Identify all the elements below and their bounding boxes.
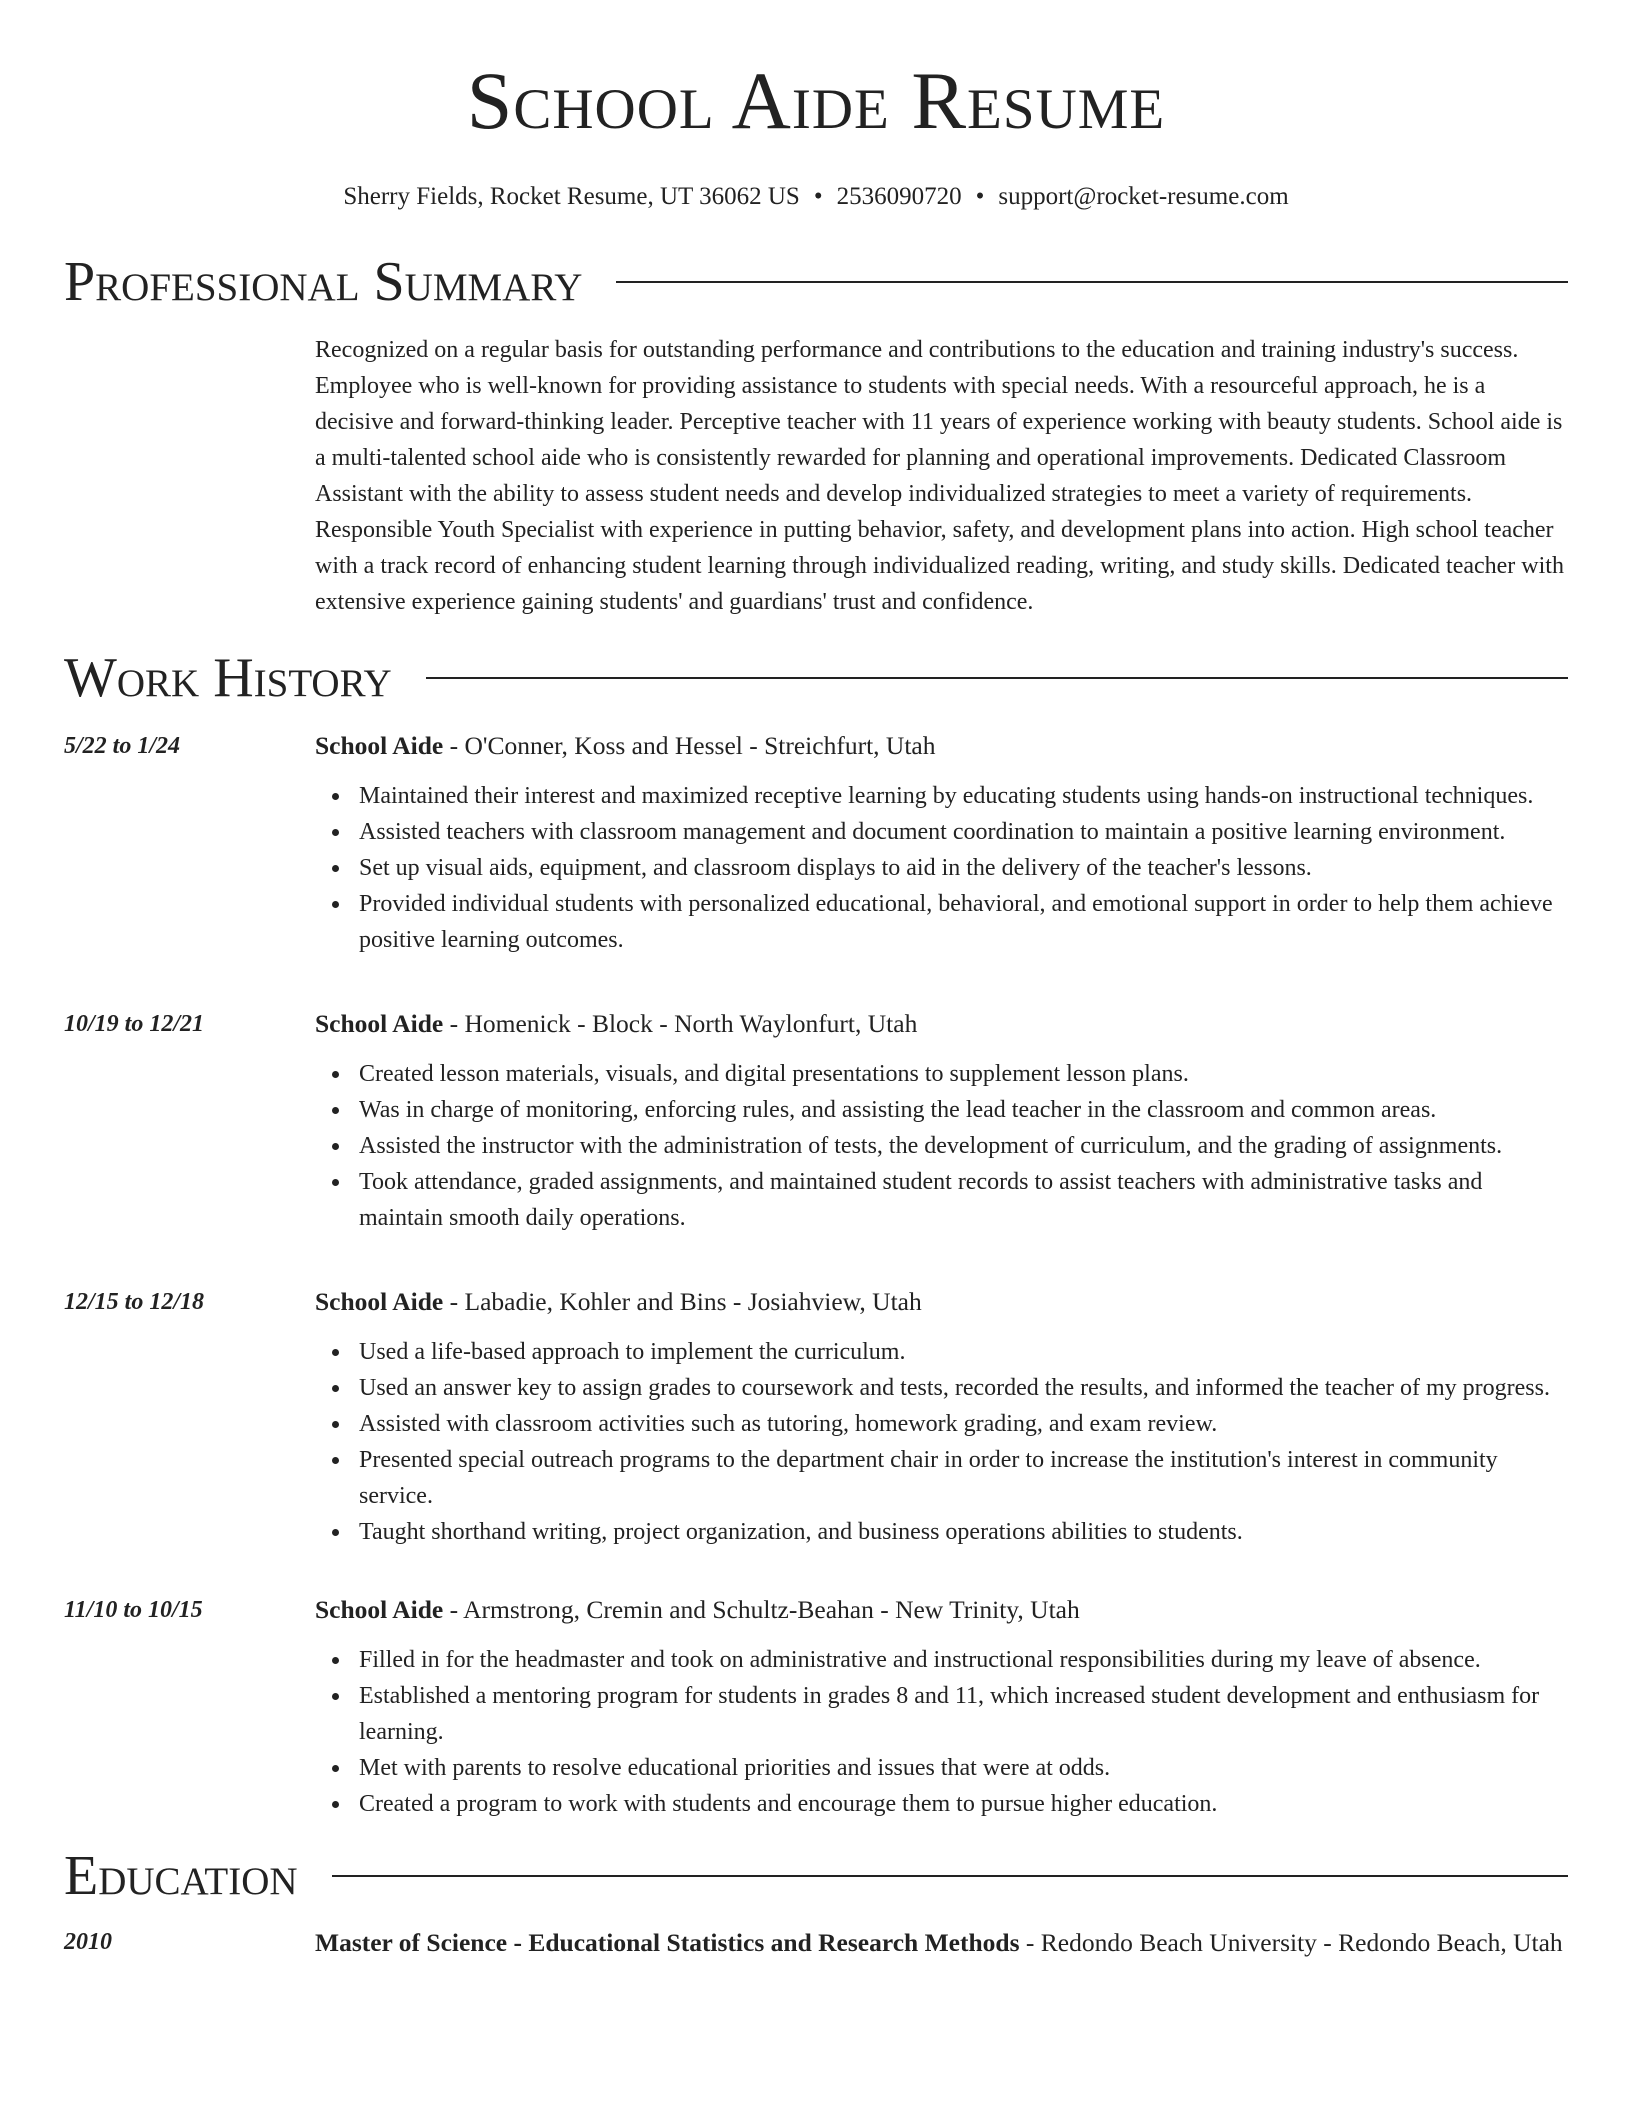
job-bullet: Created lesson materials, visuals, and digital presentations to supplement lesson plans. <box>359 1056 1568 1092</box>
job-employer-location: - Homenick - Block - North Waylonfurt, Utah <box>443 1009 918 1038</box>
job-dates: 12/15 to 12/18 <box>64 1289 205 1315</box>
job-title-line <box>315 1006 1568 1042</box>
job-entry <box>64 1284 1568 1550</box>
education-school-location: - Redondo Beach University - Redondo Beach, Utah <box>1019 1928 1563 1957</box>
job-bullet: Filled in for the headmaster and took on administrative and instructional responsibilities during my leave of absence. <box>359 1642 1568 1678</box>
summary-row <box>64 332 1568 620</box>
job-bullet-list <box>315 1642 1568 1822</box>
job-bullet: Used a life-based approach to implement the curriculum. <box>359 1334 1568 1370</box>
section-divider <box>332 1875 1568 1877</box>
job-title: School Aide <box>315 1009 444 1038</box>
contact-name-address: Sherry Fields, Rocket Resume, UT 36062 US <box>343 183 800 210</box>
education-list <box>64 1924 1568 1962</box>
contact-separator: • <box>813 183 823 210</box>
job-title: School Aide <box>315 1595 444 1624</box>
job-entry <box>64 728 1568 958</box>
job-title: School Aide <box>315 1287 444 1316</box>
job-body <box>315 1592 1568 1822</box>
job-entry <box>64 1592 1568 1822</box>
job-title-line <box>315 728 1568 764</box>
contact-email: support@rocket-resume.com <box>998 183 1289 210</box>
contact-line <box>64 182 1568 212</box>
job-title-line <box>315 1592 1568 1628</box>
work-heading: Work History <box>64 647 392 709</box>
education-heading: Education <box>64 1845 298 1907</box>
job-bullet: Was in charge of monitoring, enforcing rules, and assisting the lead teacher in the classroom and common areas. <box>359 1092 1568 1128</box>
document-title: School Aide Resume <box>466 55 1166 146</box>
education-year: 2010 <box>64 1929 112 1955</box>
summary-section-header <box>64 251 1568 313</box>
job-employer-location: - Labadie, Kohler and Bins - Josiahview, Utah <box>443 1287 922 1316</box>
work-section-header <box>64 647 1568 709</box>
job-bullet: Took attendance, graded assignments, and maintained student records to assist teachers with administrative tasks and maintain smooth daily operations. <box>359 1164 1568 1236</box>
job-bullet: Assisted the instructor with the administration of tests, the development of curriculum, and the grading of assignments. <box>359 1128 1568 1164</box>
job-entry <box>64 1006 1568 1236</box>
education-body <box>315 1924 1568 1962</box>
section-divider <box>426 677 1568 679</box>
job-dates: 11/10 to 10/15 <box>64 1597 203 1623</box>
job-title-line <box>315 1284 1568 1320</box>
job-bullet: Established a mentoring program for students in grades 8 and 11, which increased student development and enthusiasm for learning. <box>359 1678 1568 1750</box>
job-bullet-list <box>315 1334 1568 1550</box>
summary-left-spacer <box>64 332 315 620</box>
section-divider <box>616 281 1568 283</box>
job-bullet: Assisted with classroom activities such as tutoring, homework grading, and exam review. <box>359 1406 1568 1442</box>
job-employer-location: - O'Conner, Koss and Hessel - Streichfurt, Utah <box>443 731 936 760</box>
job-bullet: Presented special outreach programs to the department chair in order to increase the institution's interest in community service. <box>359 1442 1568 1514</box>
education-section-header <box>64 1845 1568 1907</box>
job-bullet: Created a program to work with students and encourage them to pursue higher education. <box>359 1786 1568 1822</box>
job-bullet: Provided individual students with personalized educational, behavioral, and emotional support in order to help them achieve positive learning outcomes. <box>359 886 1568 958</box>
job-dates: 5/22 to 1/24 <box>64 733 181 759</box>
contact-phone: 2536090720 <box>836 183 962 210</box>
job-bullet: Met with parents to resolve educational priorities and issues that were at odds. <box>359 1750 1568 1786</box>
job-body <box>315 1284 1568 1550</box>
job-body <box>315 728 1568 958</box>
job-bullet-list <box>315 778 1568 958</box>
summary-text: Recognized on a regular basis for outstanding performance and contributions to the education and training industry's success. Employee who is well-known for providing assistance to students with special needs. With a resourceful approach, he is a decisive and forward-thinking leader. Perceptive teacher with 11 years of experience working with beauty students. School aide is a multi-talented school aide who is consistently rewarded for planning and operational improvements. Dedicated Classroom Assistant with the ability to assess student needs and develop individualized strategies to meet a variety of requirements. Responsible Youth Specialist with experience in putting behavior, safety, and development plans into action. High school teacher with a track record of enhancing student learning through individualized reading, writing, and study skills. Dedicated teacher with extensive experience gaining students' and guardians' trust and confidence. <box>315 337 1564 615</box>
job-bullet: Taught shorthand writing, project organization, and business operations abilities to students. <box>359 1514 1568 1550</box>
job-body <box>315 1006 1568 1236</box>
education-entry <box>64 1924 1568 1962</box>
job-bullet: Maintained their interest and maximized receptive learning by educating students using hands-on instructional techniques. <box>359 778 1568 814</box>
job-bullet: Assisted teachers with classroom management and document coordination to maintain a positive learning environment. <box>359 814 1568 850</box>
job-list <box>64 728 1568 1822</box>
education-degree: Master of Science - Educational Statistics and Research Methods <box>315 1928 1020 1957</box>
contact-separator: • <box>975 183 985 210</box>
job-title: School Aide <box>315 731 444 760</box>
job-bullet: Used an answer key to assign grades to coursework and tests, recorded the results, and informed the teacher of my progress. <box>359 1370 1568 1406</box>
job-bullet-list <box>315 1056 1568 1236</box>
summary-heading: Professional Summary <box>64 251 583 313</box>
job-bullet: Set up visual aids, equipment, and classroom displays to aid in the delivery of the teacher's lessons. <box>359 850 1568 886</box>
job-employer-location: - Armstrong, Cremin and Schultz-Beahan - New Trinity, Utah <box>443 1595 1080 1624</box>
job-dates: 10/19 to 12/21 <box>64 1011 205 1037</box>
